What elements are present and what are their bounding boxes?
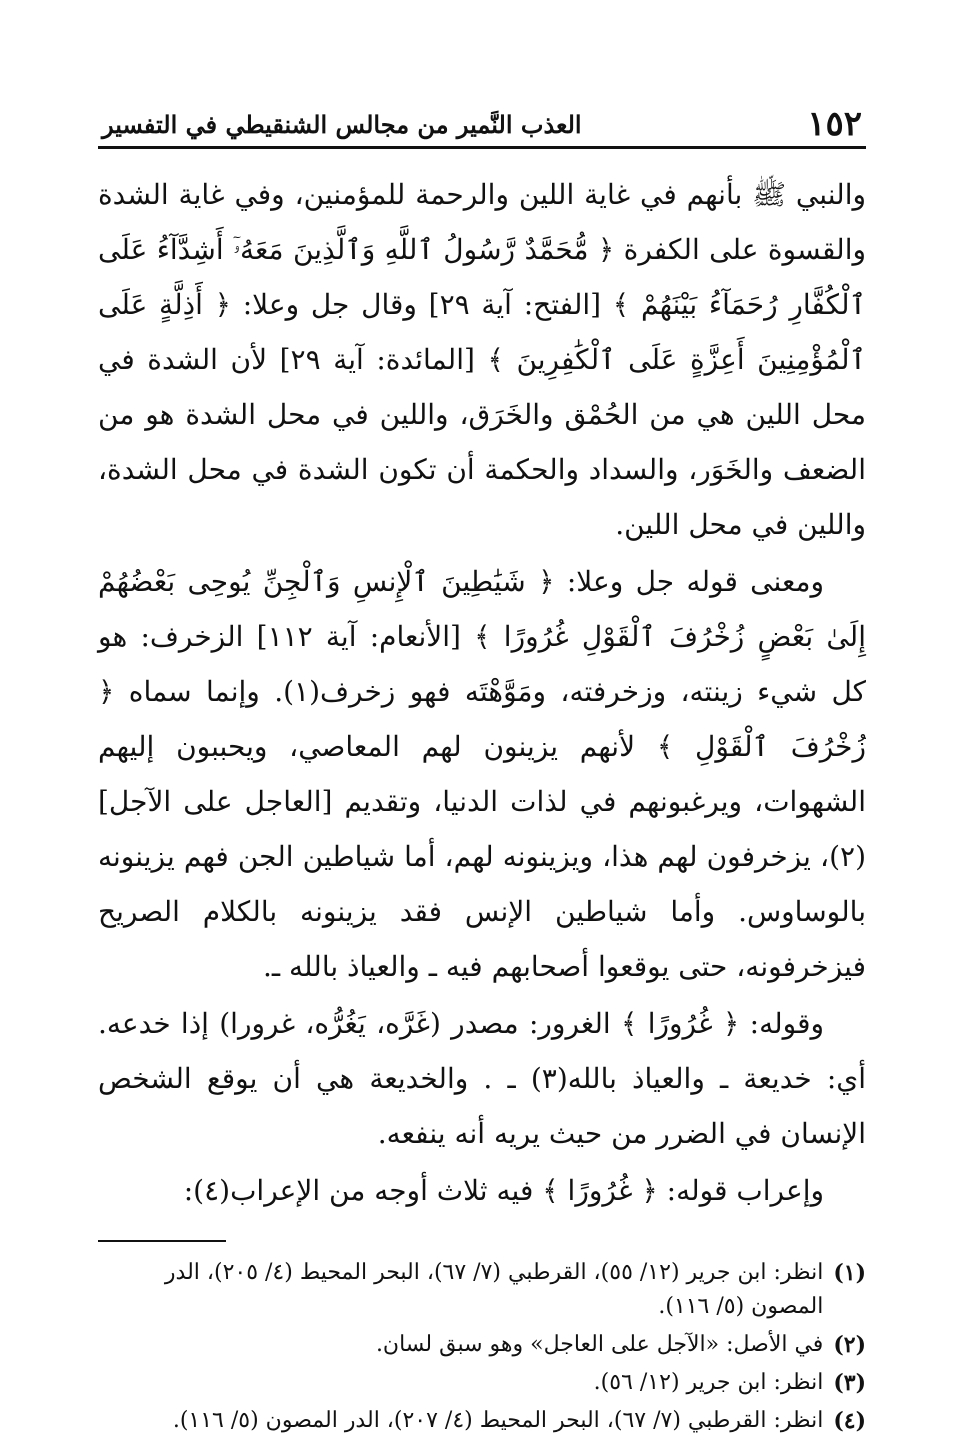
footnote-separator [98, 1240, 226, 1242]
footnote-number: (٤) [833, 1408, 866, 1434]
paragraph: وقوله: ﴿ غُرُورًا ﴾ الغرور: مصدر (غَرَّه، يَغُرُّه، غرورا) إذا خدعه. أي: خديعة ـ والعياذ بالله(٣) ـ . والخديعة هي أن يوقع الشخص الإنسان في الضرر من حيث يريه أنه ينفعه. [98, 1007, 866, 1150]
running-title: العذب النَّمير من مجالس الشنقيطي في التفسير [102, 110, 582, 139]
page-header [98, 104, 866, 149]
paragraph: وإعراب قوله: ﴿ غُرُورًا ﴾ فيه ثلاث أوجه من الإعراب(٤): [183, 1174, 824, 1207]
footnote [98, 1404, 866, 1438]
paragraph: والنبي ﷺ بأنهم في غاية اللين والرحمة للمؤمنين، وفي غاية الشدة والقسوة على الكفرة ﴿ مُّحَمَّدٌ رَّسُولُ ٱللَّهِ وَٱلَّذِينَ مَعَهُۥٓ أَشِدَّآءُ عَلَى ٱلْكُفَّارِ رُحَمَآءُ بَيْنَهُمْ ﴾ [الفتح: آية ٢٩] وقال جل وعلا: ﴿ أَذِلَّةٍ عَلَى ٱلْمُؤْمِنِينَ أَعِزَّةٍ عَلَى ٱلْكَٰفِرِينَ ﴾ [المائدة: آية ٢٩] لأن الشدة في محل اللين هي من الحُمْق والخَرَق، واللين في محل الشدة هو من الضعف والخَوَر، والسداد والحكمة أن تكون الشدة في محل الشدة، واللين في محل اللين. [98, 178, 866, 541]
paragraph: ومعنى قوله جل وعلا: ﴿ شَيَٰطِينَ ٱلْإِنسِ وَٱلْجِنِّ يُوحِى بَعْضُهُمْ إِلَىٰ بَعْضٍ زُخْرُفَ ٱلْقَوْلِ غُرُورًا ﴾ [الأنعام: آية ١١٢] الزخرف: هو كل شيء زينته، وزخرفته، ومَوَّهْتَه فهو زخرف(١). وإنما سماه ﴿ زُخْرُفَ ٱلْقَوْلِ ﴾ لأنهم يزينون لهم المعاصي، ويحببون إليهم الشهوات، ويرغبونهم في لذات الدنيا، وتقديم [العاجل على الآجل](٢)، يزخرفون لهم هذا، ويزينونه لهم، أما شياطين الجن فهم يزينونه بالوساوس. وأما شياطين الإنس فقد يزينونه بالكلام الصريح فيزخرفونه، حتى يوقعوا أصحابهم فيه ـ والعياذ بالله ـ. [98, 565, 867, 983]
book-page [98, 104, 867, 1434]
main-text [98, 167, 866, 1218]
footnote-number: (١) [833, 1260, 866, 1286]
footnote [98, 1256, 866, 1324]
footnote-text: انظر: القرطبي (٧/ ٦٧)، البحر المحيط (٤/ ٢٠٧)، الدر المصون (٥/ ١١٦). [172, 1408, 824, 1433]
page-number: ١٥٢ [807, 104, 862, 144]
footnote [98, 1366, 866, 1400]
footnotes [98, 1256, 866, 1438]
footnote-text: انظر: ابن جرير (١٢/ ٥٦). [593, 1370, 824, 1395]
footnote [98, 1328, 866, 1362]
footnote-number: (٣) [833, 1370, 866, 1396]
footnote-text: انظر: ابن جرير (١٢/ ٥٥)، القرطبي (٧/ ٦٧)، البحر المحيط (٤/ ٢٠٥)، الدر المصون (٥/ ١١٦). [164, 1260, 824, 1319]
footnote-number: (٢) [833, 1332, 866, 1358]
footnote-text: في الأصل: «الآجل على العاجل» وهو سبق لسان. [375, 1332, 824, 1357]
